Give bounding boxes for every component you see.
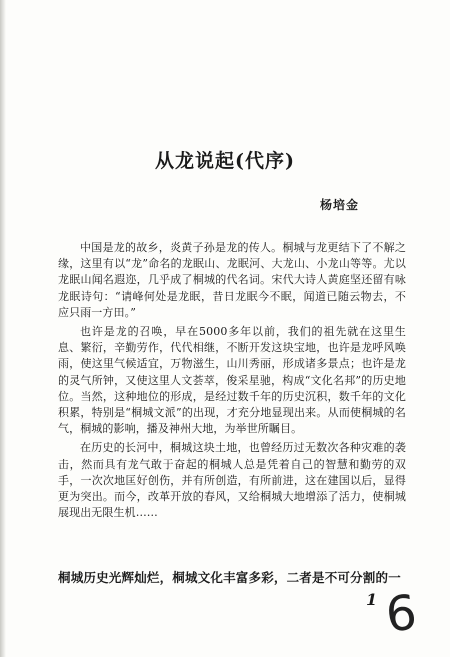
handwritten-mark: 6 [383,584,420,644]
continuation-line: 桐城历史光辉灿烂，桐城文化丰富多彩，二者是不可分割的一 [58,570,401,585]
page-title: 从龙说起(代序) [155,150,295,172]
author-name: 杨培金 [320,198,360,212]
body-text [58,240,406,524]
paragraph-1: 中国是龙的故乡，炎黄子孙是龙的传人。桐城与龙更结下了不解之缘，这里有以“龙”命名的龙眠山、龙眠河、大龙山、小龙山等等。尤以龙眠山闻名遐迩，几乎成了桐城的代名词。宋代大诗人黄庭坚还留有咏龙眠诗句：“请峰何处是龙眠，昔日龙眠今不眠，闻道已随云物去，不应只雨一方田。” [58,241,406,319]
paragraph-2: 也许是龙的召唤，早在5000多年以前，我们的祖先就在这里生息、繁衍，辛勤劳作，代代相继，不断开发这块宝地，也许是龙呼风唤雨，使这里气候适宜，万物滋生，山川秀丽，形成诸多景点；也许是龙的灵气所钟，又使这里人文荟萃，俊采星驰，构成“文化名邦”的历史地位。当然，这种地位的形成，是经过数千年的历史沉积，数千年的文化积累，特别是“桐城文派”的出现，才充分地显现出来。从而使桐城的名气，桐城的影响，播及神州大地，为举世所瞩目。 [58,325,406,436]
page-edge-shadow [0,0,6,657]
paragraph-3: 在历史的长河中，桐城这块土地，也曾经历过无数次各种灾难的袭击，然而具有龙气敢于奋起的桐城人总是凭着自己的智慧和勤劳的双手，一次次地匡好创伤，并有所创造，有所前进，这在建国以后，显得更为突出。而今，改革开放的春风，又给桐城大地增添了活力，使桐城展现出无限生机…… [58,441,406,520]
page-number: 1 [366,590,378,609]
